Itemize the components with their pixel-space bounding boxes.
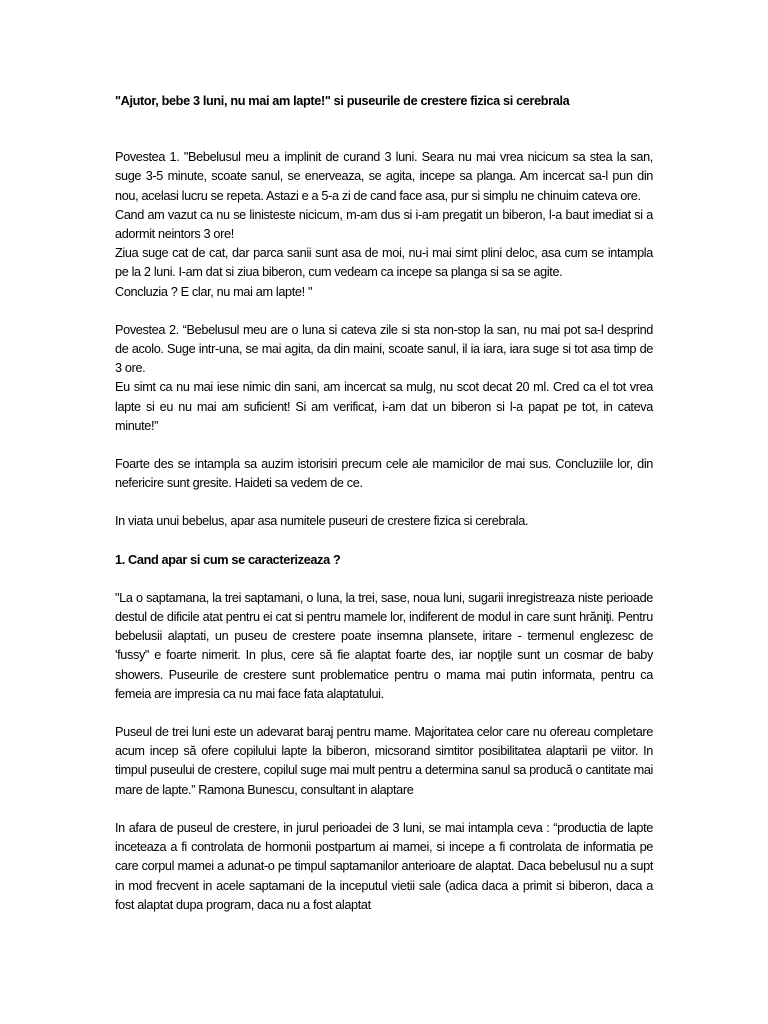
- story-1-paragraph-1: Povestea 1. "Bebelusul meu a implinit de curand 3 luni. Seara nu mai vrea nicicum sa stea la san, suge 3-5 minute, scoate sanul, se enerveaza, se agita, incepe sa planga. Am incercat sa-l pun din nou, acelasi lucru se repeta. Astazi e a 5-a zi de cand face asa, pur si simplu ne chinuim cateva ore.: [115, 150, 653, 203]
- quote-paragraph-1: "La o saptamana, la trei saptamani, o luna, la trei, sase, noua luni, sugarii inregistreaza niste perioade destul de dificile atat pentru ei cat si pentru mamele lor, indiferent de modul in care sunt hrăniţi. Pentru bebelusii alaptati, un puseu de crestere poate insemna plansete, iritare - termenul englezesc de 'fussy" e foarte nimerit. In plus, cere să fie alaptat foarte des, iar nopţile sunt un cosmar de baby showers. Puseurile de crestere sunt problematice pentru o mama mai putin informata, pentru ca femeia are impresia ca nu mai face fata alaptatului.: [115, 590, 653, 701]
- story-2-paragraph-1: Povestea 2. “Bebelusul meu are o luna si cateva zile si sta non-stop la san, nu mai pot sa-l desprind de acolo. Suge intr-una, se mai agita, da din maini, scoate sanul, il ia iara, iara suge si tot asa timp de 3 ore.: [115, 322, 653, 376]
- last-paragraph: In afara de puseul de crestere, in jurul perioadei de 3 luni, se mai intampla ceva : “productia de lapte inceteaza a fi controlata de hormonii postpartum ai mamei, si incepe a fi controlata de informatia pe care corpul mamei a adunat-o pe timpul saptamanilor anterioare de alaptat. Daca bebelusul nu a supt in mod frecvent in acele saptamani de la inceputul vietii sale (adica daca a primit si biberon, daca a fost alaptat dupa program, daca nu a fost alaptat: [115, 820, 653, 912]
- story-1: [115, 148, 653, 302]
- document-page: [115, 92, 653, 934]
- document-title: "Ajutor, bebe 3 luni, nu mai am lapte!" si puseurile de crestere fizica si cerebrala: [115, 94, 570, 108]
- story-2: [115, 321, 653, 436]
- intro-paragraph: In viata unui bebelus, apar asa numitele puseuri de crestere fizica si cerebrala.: [115, 514, 529, 529]
- section-heading-1: 1. Cand apar si cum se caracterizeaza ?: [115, 552, 341, 567]
- story-1-paragraph-2: Cand am vazut ca nu se linisteste nicicum, m-am dus si i-am pregatit un biberon, l-a baut imediat si a adormit neintors 3 ore!: [115, 207, 653, 242]
- story-1-conclusion: Concluzia ? E clar, nu mai am lapte! ": [115, 284, 313, 299]
- conclusions-paragraph: Foarte des se intampla sa auzim istorisiri precum cele ale mamicilor de mai sus. Concluziile lor, din nefericire sunt gresite. Haideti sa vedem de ce.: [115, 457, 653, 491]
- story-2-paragraph-2: Eu simt ca nu mai iese nimic din sani, am incercat sa mulg, nu scot decat 20 ml. Cred ca el tot vrea lapte si eu nu mai am suficient! Si am verificat, i-am dat un biberon si l-a papat pe tot, in cateva minute!”: [115, 380, 653, 433]
- story-1-paragraph-3: Ziua suge cat de cat, dar parca sanii sunt asa de moi, nu-i mai simt plini deloc, asa cum se intampla pe la 2 luni. I-am dat si ziua biberon, cum vedeam ca incepe sa planga si sa se agite.: [115, 246, 653, 280]
- quote-paragraph-2: Puseul de trei luni este un adevarat baraj pentru mame. Majoritatea celor care nu ofereau completare acum incep să ofere copilului lapte la biberon, micsorand simtitor posibilitatea alaptarii pe viitor. In timpul puseului de crestere, copilul suge mai mult pentru a determina sanul sa producă o cantitate mai mare de lapte.” Ramona Bunescu, consultant in alaptare: [115, 725, 653, 797]
